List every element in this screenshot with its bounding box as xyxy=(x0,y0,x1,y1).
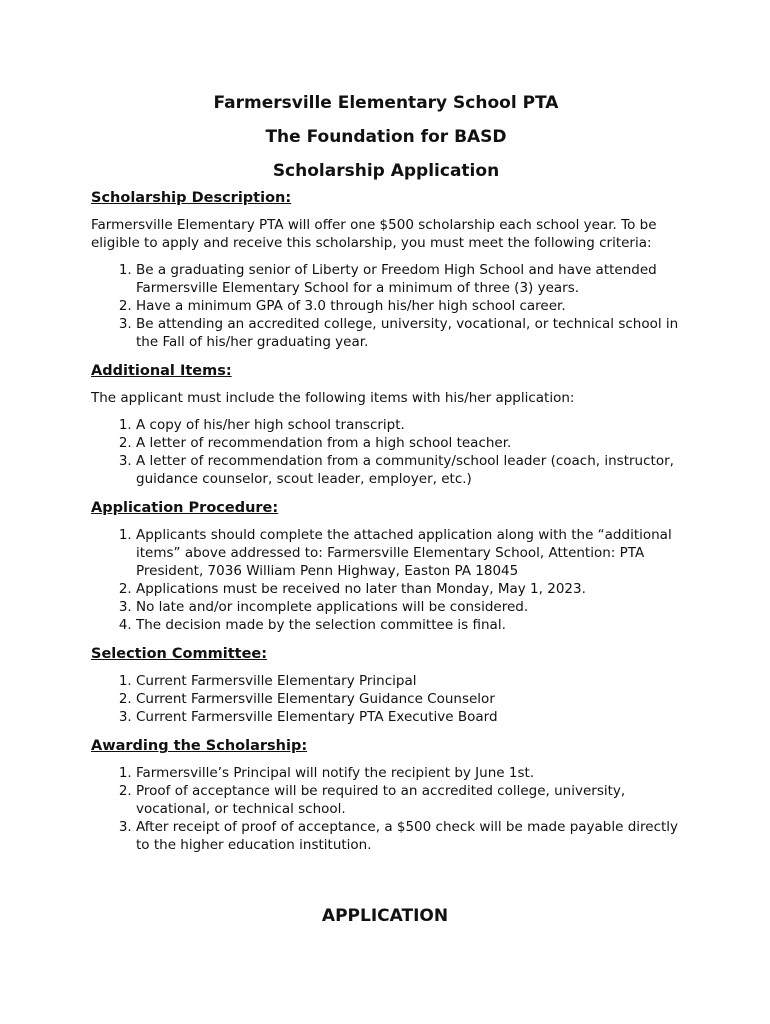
list-item: 1. Current Farmersville Elementary Principal xyxy=(136,672,681,690)
awarding-scholarship-heading: Awarding the Scholarship: xyxy=(91,738,308,754)
list-item: 1. A copy of his/her high school transcript. xyxy=(136,416,681,434)
additional-items-text: The applicant must include the following items with his/her application: xyxy=(91,390,575,406)
list-item: 2. Applications must be received no later than Monday, May 1, 2023. xyxy=(136,580,681,598)
list-item: 3. After receipt of proof of acceptance, a $500 check will be made payable directly to the higher education institution. xyxy=(136,818,681,854)
application-procedure-heading: Application Procedure: xyxy=(91,500,279,516)
selection-committee-heading: Selection Committee: xyxy=(91,646,268,662)
list-item: 1. Be a graduating senior of Liberty or Freedom High School and have attended Farmersville Elementary School for a minimum of three (3) years. xyxy=(136,261,681,297)
list-item: 2. Current Farmersville Elementary Guidance Counselor xyxy=(136,690,681,708)
additional-items-list xyxy=(91,416,681,488)
additional-items-heading: Additional Items: xyxy=(91,363,232,379)
list-item: 3. A letter of recommendation from a community/school leader (coach, instructor, guidance counselor, scout leader, employer, etc.) xyxy=(136,452,681,488)
list-item: 4. The decision made by the selection committee is final. xyxy=(136,616,681,634)
scholarship-description-text: Farmersville Elementary PTA will offer one $500 scholarship each school year. To be eligible to apply and receive this scholarship, you must meet the following criteria: xyxy=(91,217,657,251)
foundation-title: The Foundation for BASD xyxy=(265,127,507,147)
list-item: 2. Have a minimum GPA of 3.0 through his/her high school career. xyxy=(136,297,681,315)
list-item: 3. Be attending an accredited college, university, vocational, or technical school in the Fall of his/her graduating year. xyxy=(136,315,681,351)
document-page xyxy=(91,92,681,864)
scholarship-application-title: Scholarship Application xyxy=(272,161,500,181)
awarding-list xyxy=(91,764,681,854)
procedure-list xyxy=(91,526,681,634)
list-item: 2. A letter of recommendation from a high school teacher. xyxy=(136,434,681,452)
list-item: 3. No late and/or incomplete applications will be considered. xyxy=(136,598,681,616)
criteria-list xyxy=(91,261,681,351)
school-pta-title: Farmersville Elementary School PTA xyxy=(213,93,559,113)
list-item: 2. Proof of acceptance will be required to an accredited college, university, vocational, or technical school. xyxy=(136,782,681,818)
committee-list xyxy=(91,672,681,726)
list-item: 1. Farmersville’s Principal will notify the recipient by June 1st. xyxy=(136,764,681,782)
list-item: 3. Current Farmersville Elementary PTA Executive Board xyxy=(136,708,681,726)
application-heading: APPLICATION xyxy=(321,906,449,926)
list-item: 1. Applicants should complete the attached application along with the “additional items” above addressed to: Farmersville Elementary School, Attention: PTA President, 7036 William Penn Highway, Easton PA 18045 xyxy=(136,526,681,580)
scholarship-description-heading: Scholarship Description: xyxy=(91,190,292,206)
